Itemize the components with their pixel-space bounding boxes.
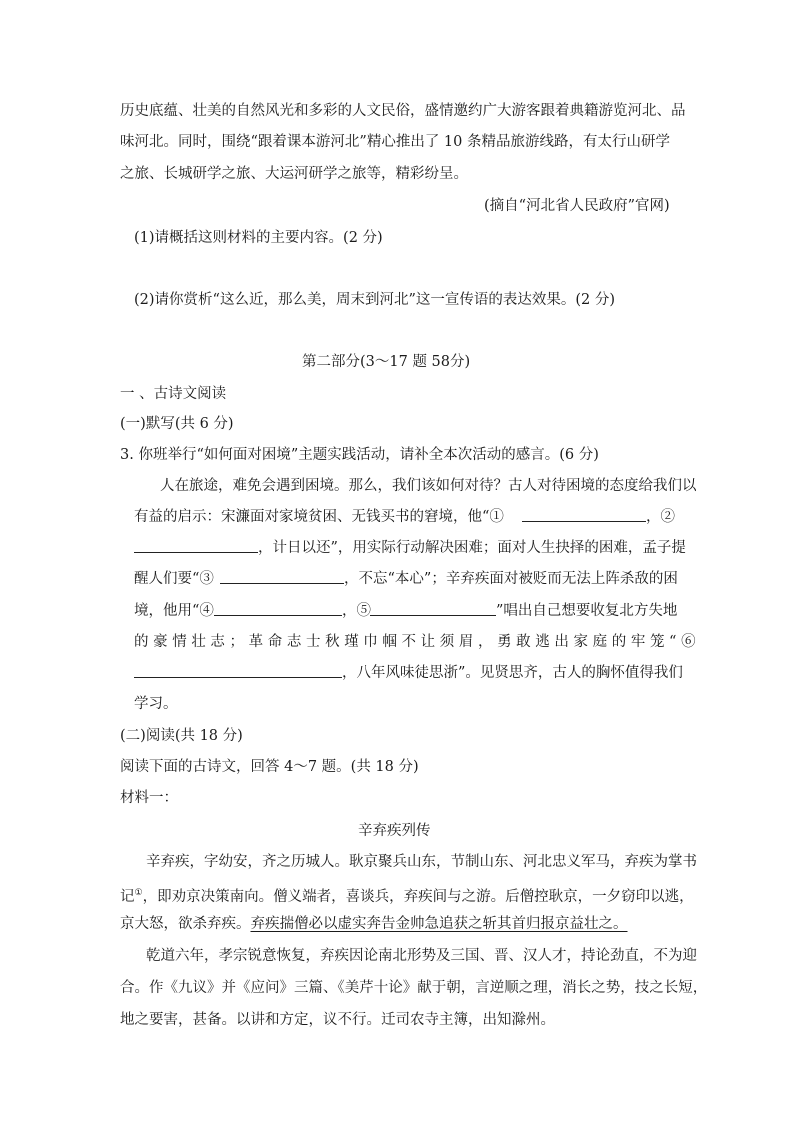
biography-line-4: 乾道六年，孝宗锐意恢复，弃疾因论南北形势及三国、晋、汉人才，持论劲直，不为迎 [146, 948, 697, 964]
q3-paragraph-line-5a: 境，他用“④ [134, 603, 214, 619]
question-3-stem: 3. 你班举行“如何面对困境”主题实践活动，请补全本次活动的感言。(6 分) [120, 447, 599, 463]
underlined-sentence: 弃疾揣僧必以虚实奔告金帅急追获之斩其首归报京益壮之。 [250, 916, 628, 932]
q3-paragraph-line-3: ，计日以还”，用实际行动解决困难；面对人生抉择的困难，孟子提 [258, 540, 686, 556]
question-1: (1)请概括这则材料的主要内容。(2 分) [134, 230, 383, 246]
blank-5[interactable] [370, 599, 496, 616]
biography-line-2b: ，即劝京决策南向。僧义端者，喜谈兵，弃疾间与之游。后僧控耿京，一夕窃印以逃， [142, 888, 694, 905]
blank-1[interactable] [522, 505, 646, 522]
footnote-marker: ① [134, 888, 143, 898]
material-source: (摘自“河北省人民政府”官网) [484, 198, 670, 214]
material-intro-line-1: 历史底蕴、壮美的自然风光和多彩的人文民俗，盛情邀约广大游客跟着典籍游览河北、品 [120, 103, 686, 119]
q3-paragraph-line-5c: ”唱出自己想要收复北方失地 [496, 603, 678, 619]
q3-paragraph-line-2b: ，② [646, 509, 675, 525]
material-intro-line-2: 味河北。同时，围绕“跟着课本游河北”精心推出了 10 条精品旅游线路，有太行山研学 [120, 134, 670, 150]
biography-line-1: 辛弃疾，字幼安，齐之历城人。耿京聚兵山东，节制山东、河北忠义军马，弃疾为掌书 [146, 854, 697, 870]
q3-paragraph-line-5b: ，⑤ [342, 603, 371, 619]
question-2: (2)请你赏析“这么近，那么美，周末到河北”这一宣传语的表达效果。(2 分) [134, 292, 616, 308]
material-intro-line-3: 之旅、长城研学之旅、大运河研学之旅等，精彩纷呈。 [120, 166, 468, 182]
biography-line-3 [120, 914, 628, 934]
biography-line-5: 合。作《九议》并《应问》三篇、《美芹十论》献于朝，言逆顺之理，消长之势，技之长短， [120, 980, 708, 996]
part-2-title: 第二部分(3～17 题 58分) [302, 354, 471, 370]
biography-title: 辛弃疾列传 [358, 823, 431, 839]
q3-paragraph-line-2a: 有益的启示：宋濂面对家境贫困、无钱买书的窘境，他“① [134, 509, 504, 525]
q3-paragraph-line-8: 学习。 [134, 696, 178, 712]
subsection-2-heading: (二)阅读(共 18 分) [120, 728, 243, 744]
q3-paragraph-line-7: ，八年风味徒思浙”。见贤思齐，古人的胸怀值得我们 [342, 665, 683, 681]
q3-paragraph-line-1: 人在旅途，难免会遇到困境。那么，我们该如何对待？古人对待困境的态度给我们以 [160, 478, 697, 494]
blank-3[interactable] [220, 567, 344, 584]
q3-paragraph-line-4a: 醒人们要“③ [134, 571, 214, 587]
subsection-1-heading: (一)默写(共 6 分) [120, 416, 234, 432]
biography-line-2a: 记 [120, 888, 135, 905]
blank-4[interactable] [214, 599, 342, 616]
q3-paragraph-line-6: 的 豪 情 壮 志 ； 革 命 志 士 秋 瑾 巾 帼 不 让 须 眉 ， 勇 敢 逃 出 家 庭 的 牢 笼 “ ⑥ [134, 634, 696, 650]
q3-paragraph-line-4b: ，不忘“本心”；辛弃疾面对被贬而无法上阵杀敌的困 [344, 571, 678, 587]
section-1-heading: 一 、古诗文阅读 [120, 386, 227, 402]
reading-intro: 阅读下面的古诗文，回答 4～7 题。(共 18 分) [120, 759, 419, 775]
blank-6[interactable] [134, 661, 342, 678]
material-1-label: 材料一： [120, 790, 178, 806]
blank-2[interactable] [134, 536, 258, 553]
biography-line-6: 地之要害，甚备。以讲和方定，议不行。迁司农寺主簿，出知滁州。 [120, 1012, 555, 1028]
biography-line-3a: 京大怒，欲杀弃疾。 [120, 916, 251, 932]
biography-line-2 [120, 883, 694, 907]
